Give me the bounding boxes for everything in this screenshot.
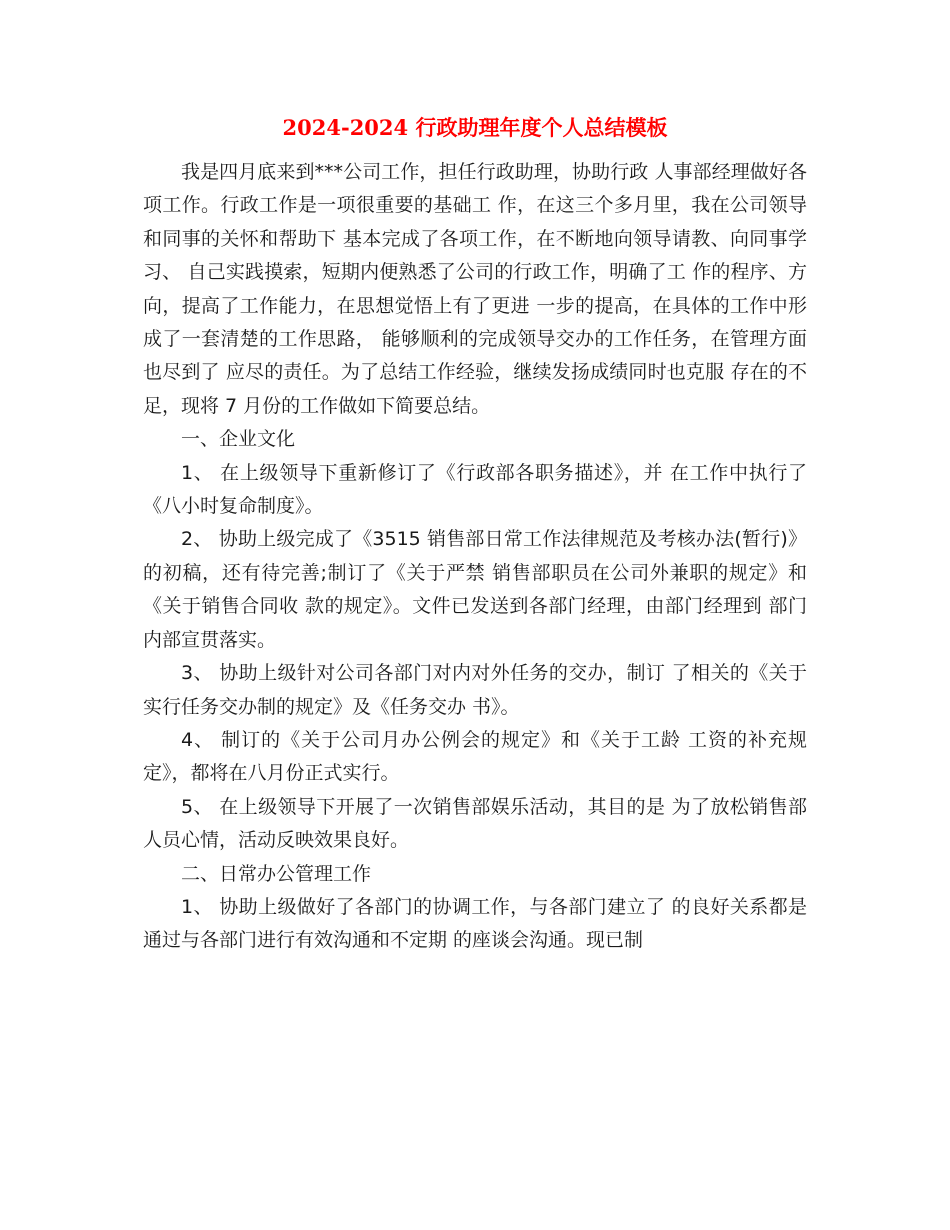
- list-item-2: 2、 协助上级完成了《3515 销售部日常工作法律规范及考核办法(暂行)》的初稿，还有待完善;制订了《关于严禁 销售部职员在公司外兼职的规定》和《关于销售合同收 款的规定》。文件已发送到各部门经理，由部门经理到 部门内部宣贯落实。: [143, 528, 807, 651]
- document-body: [143, 156, 807, 958]
- intro-paragraph: 我是四月底来到***公司工作，担任行政助理，协助行政 人事部经理做好各项工作。行政工作是一项很重要的基础工 作，在这三个多月里，我在公司领导和同事的关怀和帮助下 基本完成了各项工作，在不断地向领导请教、向同事学习、 自己实践摸索，短期内便熟悉了公司的行政工作，明确了工 作的程序、方向，提高了工作能力，在思想觉悟上有了更进 一步的提高，在具体的工作中形成了一套清楚的工作思路， 能够顺利的完成领导交办的工作任务，在管理方面也尽到了 应尽的责任。为了总结工作经验，继续发扬成绩同时也克服 存在的不足，现将 7 月份的工作做如下简要总结。: [143, 161, 807, 417]
- section-heading-daily-office-management: 二、日常办公管理工作: [181, 862, 372, 885]
- list-item-4: 4、 制订的《关于公司月办公例会的规定》和《关于工龄 工资的补充规定》，都将在八月份正式实行。: [143, 728, 807, 785]
- list-item-5: 5、 在上级领导下开展了一次销售部娱乐活动，其目的是 为了放松销售部人员心情，活动反映效果良好。: [143, 795, 807, 852]
- document-title: 2024-2024 行政助理年度个人总结模板: [282, 115, 668, 140]
- list-item-6: 1、 协助上级做好了各部门的协调工作，与各部门建立了 的良好关系都是通过与各部门进行有效沟通和不定期 的座谈会沟通。现已制: [143, 895, 807, 952]
- list-item-3: 3、 协助上级针对公司各部门对内对外任务的交办，制订 了相关的《关于实行任务交办制的规定》及《任务交办 书》。: [143, 662, 807, 718]
- list-item-1: 1、 在上级领导下重新修订了《行政部各职务描述》，并 在工作中执行了《八小时复命制度》。: [143, 461, 807, 518]
- section-heading-corporate-culture: 一、企业文化: [181, 428, 296, 451]
